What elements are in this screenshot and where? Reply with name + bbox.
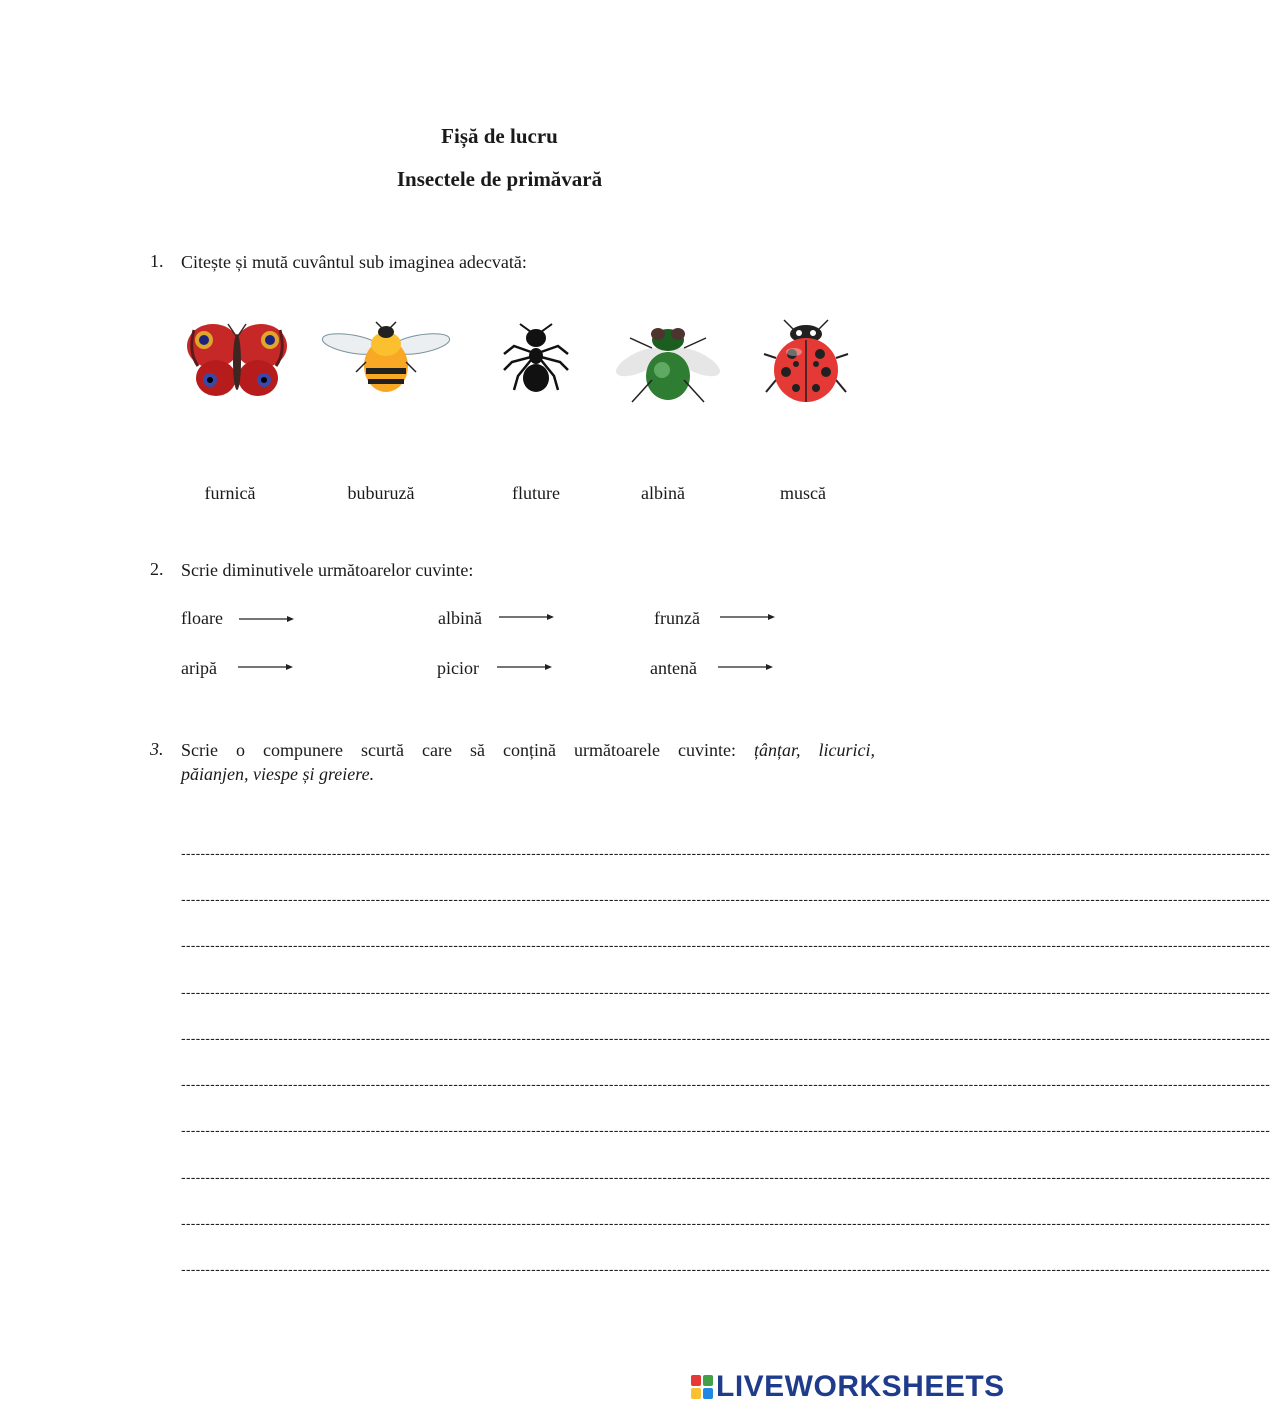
ladybug-image	[760, 318, 852, 408]
diminutive-word: floare	[181, 608, 223, 628]
arrow-right-icon	[720, 611, 776, 623]
answer-line[interactable]: --------------------------------------------------------------------------------------------------------------------------------------------------------------------------------------------------------------------------------	[181, 937, 1270, 953]
diminutive-word: frunză	[654, 608, 700, 628]
exercise-3-number: 3.	[150, 739, 164, 759]
arrow-right-icon	[497, 661, 553, 673]
exercise-3-prompt-line1	[181, 738, 875, 762]
butterfly-image	[186, 322, 288, 400]
exercise-1-prompt: Citește și mută cuvântul sub imaginea adecvată:	[181, 252, 527, 272]
fly-image	[612, 318, 724, 414]
exercise-1-number: 1.	[150, 251, 164, 271]
exercise-3-words: țânțar, licurici,	[754, 740, 876, 760]
answer-line[interactable]: --------------------------------------------------------------------------------------------------------------------------------------------------------------------------------------------------------------------------------	[181, 845, 1270, 861]
ant-image	[498, 324, 574, 396]
answer-line[interactable]: --------------------------------------------------------------------------------------------------------------------------------------------------------------------------------------------------------------------------------	[181, 984, 1270, 1000]
diminutive-word: albină	[438, 608, 482, 628]
liveworksheets-logo	[690, 1372, 1005, 1402]
liveworksheets-brand: LIVEWORKSHEETS	[716, 1370, 1005, 1403]
draggable-word[interactable]: buburuză	[347, 483, 415, 503]
arrow-right-icon	[718, 661, 774, 673]
answer-line[interactable]: --------------------------------------------------------------------------------------------------------------------------------------------------------------------------------------------------------------------------------	[181, 1215, 1270, 1231]
page-subtitle: Insectele de primăvară	[396, 167, 603, 191]
diminutive-word: aripă	[181, 658, 217, 678]
answer-line[interactable]: --------------------------------------------------------------------------------------------------------------------------------------------------------------------------------------------------------------------------------	[181, 1030, 1270, 1046]
bee-image	[322, 322, 450, 398]
answer-line[interactable]: --------------------------------------------------------------------------------------------------------------------------------------------------------------------------------------------------------------------------------	[181, 1076, 1270, 1092]
draggable-word[interactable]: albină	[641, 483, 685, 503]
arrow-right-icon	[499, 611, 555, 623]
exercise-3-prompt: Scrie o compunere scurtă care să conțină următoarele cuvinte:	[181, 740, 736, 760]
answer-line[interactable]: --------------------------------------------------------------------------------------------------------------------------------------------------------------------------------------------------------------------------------	[181, 891, 1270, 907]
answer-line[interactable]: --------------------------------------------------------------------------------------------------------------------------------------------------------------------------------------------------------------------------------	[181, 1261, 1270, 1277]
arrow-right-icon	[238, 661, 294, 673]
diminutive-word: antenă	[650, 658, 697, 678]
arrow-right-icon	[239, 613, 295, 625]
exercise-2-prompt: Scrie diminutivele următoarelor cuvinte:	[181, 560, 474, 580]
diminutive-word: picior	[437, 658, 479, 678]
draggable-word[interactable]: muscă	[780, 483, 826, 503]
page-title: Fișă de lucru	[441, 124, 558, 148]
answer-line[interactable]: --------------------------------------------------------------------------------------------------------------------------------------------------------------------------------------------------------------------------------	[181, 1169, 1270, 1185]
exercise-3-prompt-line2: păianjen, viespe și greiere.	[181, 764, 375, 784]
draggable-word[interactable]: fluture	[512, 483, 560, 503]
exercise-2-number: 2.	[150, 559, 164, 579]
answer-line[interactable]: --------------------------------------------------------------------------------------------------------------------------------------------------------------------------------------------------------------------------------	[181, 1122, 1270, 1138]
draggable-word[interactable]: furnică	[204, 483, 256, 503]
liveworksheets-logo-icon	[690, 1374, 714, 1400]
